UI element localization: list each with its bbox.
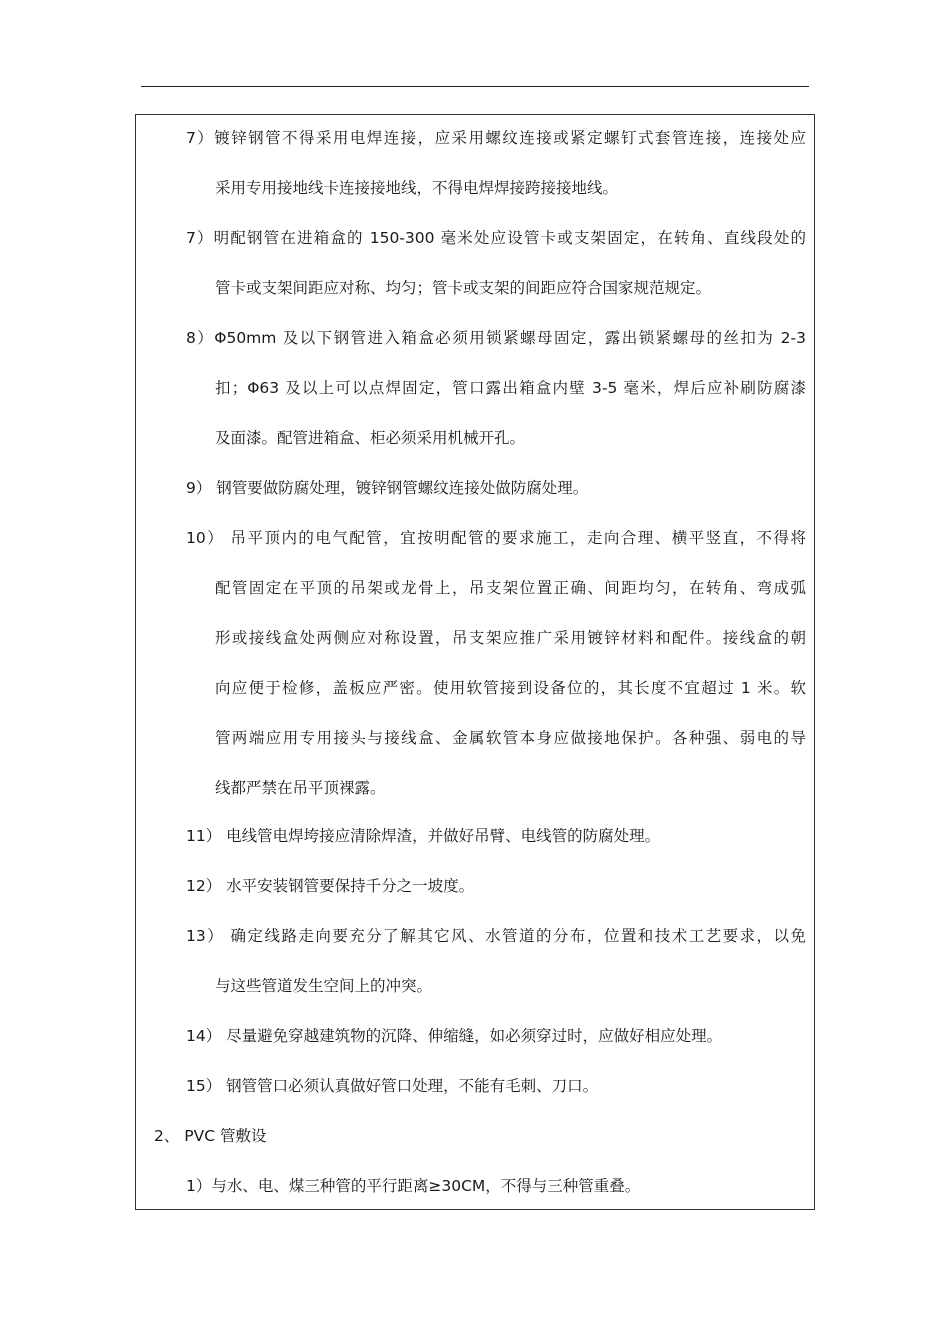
text-line: 配管固定在平顶的吊架或龙骨上，吊支架位置正确、间距均匀，在转角、弯成弧: [215, 579, 806, 597]
text-line: 13） 确定线路走向要充分了解其它风、水管道的分布，位置和技术工艺要求，以免: [186, 927, 806, 945]
text-line: 2、 PVC 管敷设: [154, 1127, 267, 1145]
text-line: 12） 水平安装钢管要保持千分之一坡度。: [186, 877, 475, 895]
text-line: 7）明配钢管在进箱盒的 150-300 毫米处应设管卡或支架固定，在转角、直线段处的: [186, 229, 806, 247]
text-line: 扣；Φ63 及以上可以点焊固定，管口露出箱盒内壁 3-5 毫米，焊后应补刷防腐漆: [215, 379, 806, 397]
text-line: 9） 钢管要做防腐处理，镀锌钢管螺纹连接处做防腐处理。: [186, 479, 589, 497]
text-line: 管两端应用专用接头与接线盒、金属软管本身应做接地保护。各种强、弱电的导: [215, 729, 806, 747]
text-line: 1）与水、电、煤三种管的平行距离≥30CM，不得与三种管重叠。: [186, 1177, 641, 1195]
text-line: 及面漆。配管进箱盒、柜必须采用机械开孔。: [215, 429, 526, 447]
text-line: 11） 电线管电焊垮接应清除焊渣，并做好吊臂、电线管的防腐处理。: [186, 827, 661, 845]
text-line: 与这些管道发生空间上的冲突。: [215, 977, 433, 995]
text-line: 管卡或支架间距应对称、均匀；管卡或支架的间距应符合国家规范规定。: [215, 279, 712, 297]
text-line: 采用专用接地线卡连接接地线，不得电焊焊接跨接接地线。: [215, 179, 619, 197]
text-line: 线都严禁在吊平顶裸露。: [215, 779, 386, 797]
text-line: 15） 钢管管口必须认真做好管口处理，不能有毛刺、刀口。: [186, 1077, 599, 1095]
text-line: 7）镀锌钢管不得采用电焊连接，应采用螺纹连接或紧定螺钉式套管连接，连接处应: [186, 129, 806, 147]
text-line: 10） 吊平顶内的电气配管，宜按明配管的要求施工，走向合理、横平竖直，不得将: [186, 529, 806, 547]
text-line: 向应便于检修，盖板应严密。使用软管接到设备位的，其长度不宜超过 1 米。软: [215, 679, 806, 697]
header-rule: [141, 86, 809, 87]
text-line: 14） 尽量避免穿越建筑物的沉降、伸缩缝，如必须穿过时，应做好相应处理。: [186, 1027, 723, 1045]
text-line: 形或接线盒处两侧应对称设置，吊支架应推广采用镀锌材料和配件。接线盒的朝: [215, 629, 806, 647]
text-line: 8）Φ50mm 及以下钢管进入箱盒必须用锁紧螺母固定，露出锁紧螺母的丝扣为 2-3: [186, 329, 806, 347]
